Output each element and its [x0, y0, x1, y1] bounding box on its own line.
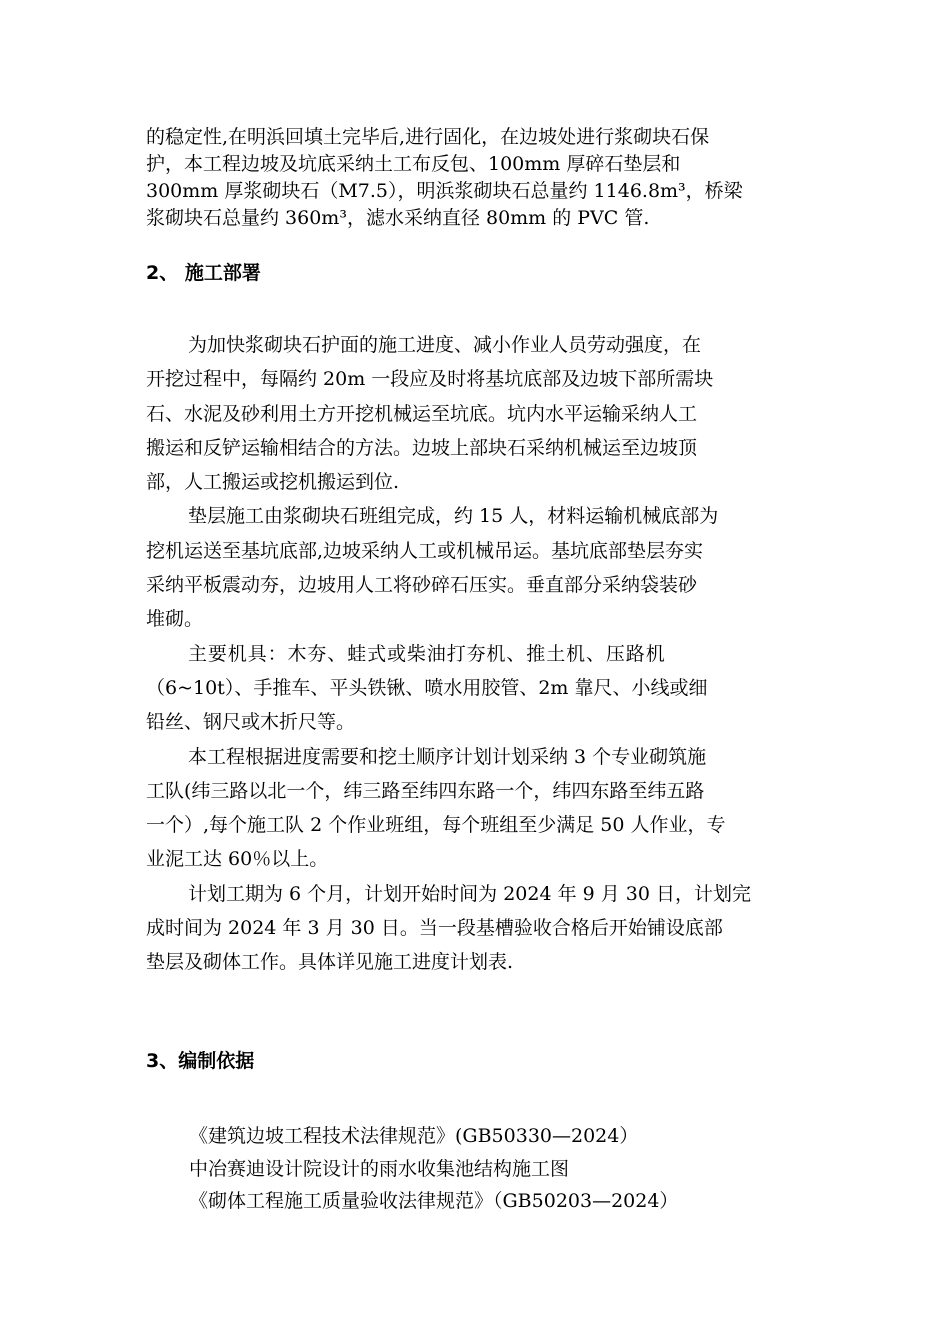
paragraph-line: 采纳平板震动夯，边坡用人工将砂碎石压实。垂直部分采纳袋装砂 — [146, 574, 698, 597]
construction-deployment-body — [146, 328, 806, 980]
paragraph-line: 浆砌块石总量约 360m³，滤水采纳直径 80mm 的 PVC 管. — [146, 207, 650, 229]
paragraph-line: 本工程根据进度需要和挖土顺序计划计划采纳 3 个专业砌筑施 — [188, 745, 707, 768]
paragraph-line: （6~10t）、手推车、平头铁锹、喷水用胶管、2m 靠尺、小线或细 — [146, 676, 708, 699]
paragraph-line: 一个）,每个施工队 2 个作业班组，每个班组至少满足 50 人作业，专 — [146, 814, 726, 837]
paragraph-line: 为加快浆砌块石护面的施工进度、减小作业人员劳动强度，在 — [188, 334, 702, 356]
paragraph-line: 石、水泥及砂利用土方开挖机械运至坑底。坑内水平运输采纳人工 — [146, 402, 698, 425]
reference-item: 《砌体工程施工质量验收法律规范》（GB50203—2024） — [189, 1190, 679, 1212]
paragraph-line: 护，本工程边坡及坑底采纳土工布反包、100mm 厚碎石垫层和 — [146, 153, 681, 175]
paragraph-line: 垫层施工由浆砌块石班组完成，约 15 人，材料运输机械底部为 — [188, 505, 719, 528]
section-heading-compilation-basis: 3、编制依据 — [146, 1050, 255, 1072]
paragraph-line: 开挖过程中，每隔约 20m 一段应及时将基坑底部及边坡下部所需块 — [146, 368, 714, 391]
reference-item: 《建筑边坡工程技术法律规范》(GB50330—2024） — [189, 1125, 639, 1147]
paragraph-line: 工队(纬三路以北一个，纬三路至纬四东路一个，纬四东路至纬五路 — [146, 779, 705, 802]
paragraph-line: 垫层及砌体工作。具体详见施工进度计划表. — [146, 951, 514, 974]
reference-item: 中冶赛迪设计院设计的雨水收集池结构施工图 — [189, 1157, 570, 1180]
reference-list — [189, 1120, 678, 1218]
paragraph-line: 部，人工搬运或挖机搬运到位. — [146, 471, 400, 494]
paragraph-line: 铅丝、钢尺或木折尺等。 — [146, 711, 356, 734]
paragraph-line: 计划工期为 6 个月，计划开始时间为 2024 年 9 月 30 日，计划完 — [188, 882, 752, 905]
section-heading-construction-deployment: 2、 施工部署 — [146, 262, 261, 284]
paragraph-line: 的稳定性,在明浜回填土完毕后,进行固化，在边坡处进行浆砌块石保 — [146, 126, 710, 148]
paragraph-line: 主要机具：木夯、蛙式或柴油打夯机、推土机、压路机 — [188, 642, 666, 665]
paragraph-line: 300mm 厚浆砌块石（M7.5），明浜浆砌块石总量约 1146.8m³，桥梁 — [146, 180, 743, 202]
paragraph-line: 搬运和反铲运输相结合的方法。边坡上部块石采纳机械运至边坡顶 — [146, 436, 698, 459]
intro-paragraph — [146, 124, 806, 232]
paragraph-line: 成时间为 2024 年 3 月 30 日。当一段基槽验收合格后开始铺设底部 — [146, 917, 723, 940]
paragraph-line: 业泥工达 60％以上。 — [146, 848, 329, 871]
paragraph-line: 挖机运送至基坑底部,边坡采纳人工或机械吊运。基坑底部垫层夯实 — [146, 539, 704, 562]
paragraph-line: 堆砌。 — [146, 608, 204, 631]
